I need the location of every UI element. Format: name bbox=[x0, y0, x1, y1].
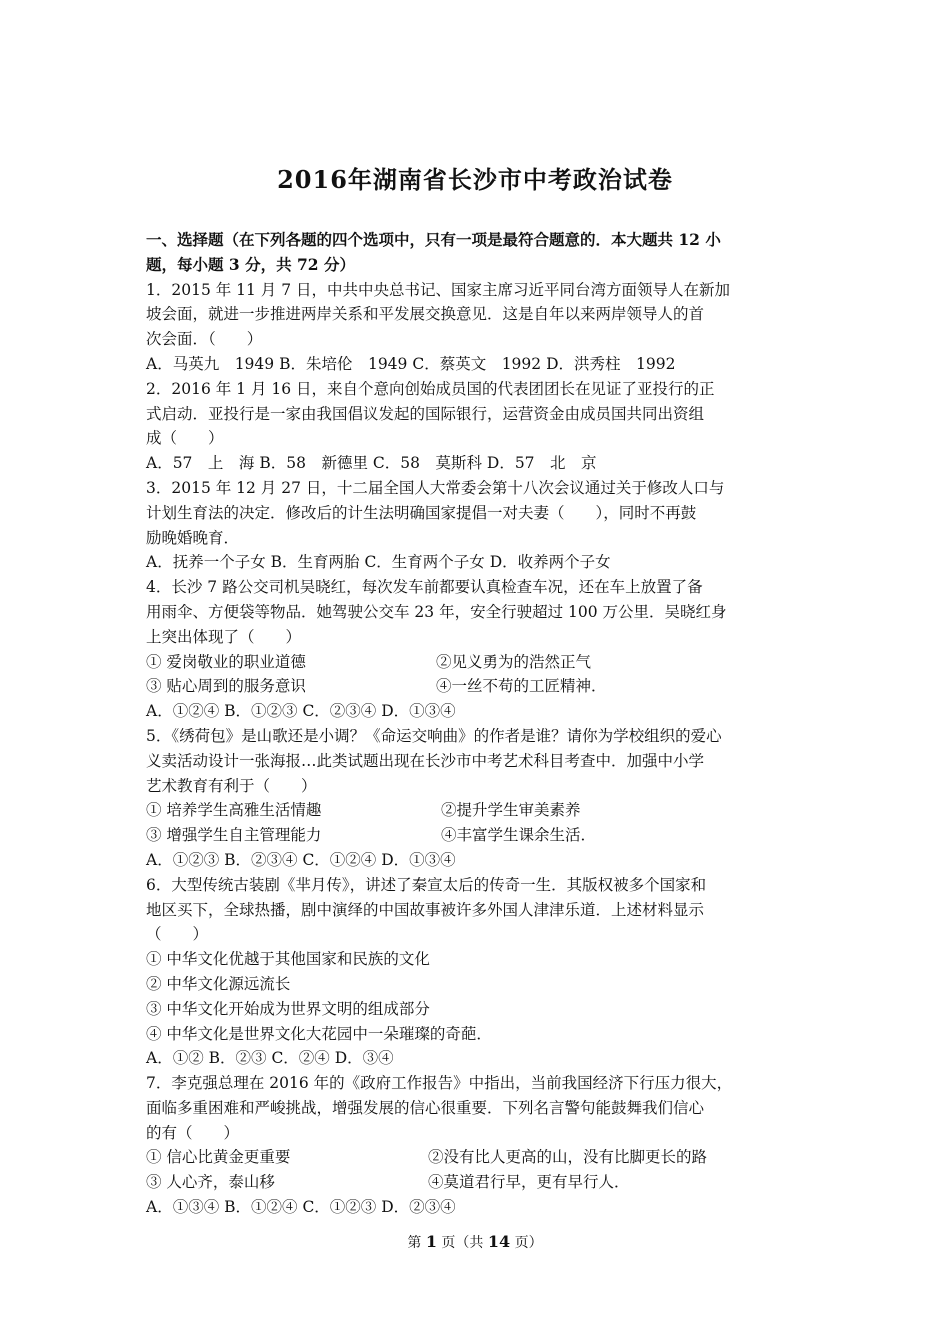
question-text-line: 艺术教育有利于（ ） bbox=[146, 776, 317, 795]
statement-row bbox=[146, 1170, 818, 1195]
page-footer bbox=[0, 1232, 950, 1252]
statement-row bbox=[146, 823, 818, 848]
statement-item: ① 培养学生高雅生活情趣 bbox=[146, 801, 322, 820]
statement-item: ③ 贴心周到的服务意识 bbox=[146, 677, 306, 696]
statement-row bbox=[146, 674, 818, 699]
answer-options: A．抚养一个子女 B．生育两胎 C．生育两个子女 D．收养两个子女 bbox=[146, 553, 611, 572]
statement-item: ① 爱岗敬业的职业道德 bbox=[146, 652, 306, 671]
exam-content bbox=[146, 228, 818, 1220]
question-text-line: （ ） bbox=[146, 925, 209, 944]
question-text-line: 6．大型传统古装剧《芈月传》，讲述了秦宣太后的传奇一生．其版权被多个国家和 bbox=[146, 875, 707, 894]
question-2 bbox=[146, 377, 818, 476]
statement-item: ②提升学生审美素养 bbox=[441, 801, 581, 820]
question-text-line: 3．2015 年 12 月 27 日，十二届全国人大常委会第十八次会议通过关于修改人口与 bbox=[146, 478, 725, 497]
statement-item: ④丰富学生课余生活． bbox=[441, 826, 597, 845]
question-text-line: 次会面．（ ） bbox=[146, 330, 263, 349]
statement-item: ④莫道君行早，更有早行人． bbox=[428, 1173, 630, 1192]
answer-options: A．①③④ B．①②④ C．①②③ D．②③④ bbox=[146, 1198, 456, 1217]
question-text-line: 计划生育法的决定．修改后的计生法明确国家提倡一对夫妻（ ），同时不再鼓 bbox=[146, 503, 697, 522]
answer-options: A．①②③ B．②③④ C．①②④ D．①③④ bbox=[146, 850, 456, 869]
question-text-line: 用雨伞、方便袋等物品．她驾驶公交车 23 年，安全行驶超过 100 万公里．吴晓红身 bbox=[146, 602, 727, 621]
statement-row bbox=[146, 1145, 818, 1170]
statement-item: ① 信心比黄金更重要 bbox=[146, 1148, 291, 1167]
statement-item: ② 中华文化源远流长 bbox=[146, 974, 291, 993]
statement-item: ④ 中华文化是世界文化大花园中一朵璀璨的奇葩． bbox=[146, 1024, 492, 1043]
footer-prefix: 第 bbox=[407, 1235, 426, 1251]
page-total: 14 bbox=[487, 1232, 511, 1251]
statement-item: ③ 人心齐，泰山移 bbox=[146, 1173, 275, 1192]
statement-item: ②没有比人更高的山，没有比脚更长的路 bbox=[428, 1148, 708, 1167]
question-5 bbox=[146, 724, 818, 873]
question-text-line: 励晚婚晚育． bbox=[146, 528, 240, 547]
answer-options: A．57 上 海 B．58 新德里 C．58 莫斯科 D．57 北 京 bbox=[146, 454, 597, 473]
statement-row bbox=[146, 798, 818, 823]
question-text-line: 的有（ ） bbox=[146, 1123, 240, 1142]
statement-item: ③ 增强学生自主管理能力 bbox=[146, 826, 322, 845]
question-3 bbox=[146, 476, 818, 575]
page-title: 2016年湖南省长沙市中考政治试卷 bbox=[277, 165, 673, 194]
question-4 bbox=[146, 575, 818, 724]
question-text-line: 式启动．亚投行是一家由我国倡议发起的国际银行，运营资金由成员国共同出资组 bbox=[146, 404, 705, 423]
section-heading-line1: 一、选择题（在下列各题的四个选项中，只有一项是最符合题意的．本大题共 12 小 bbox=[146, 230, 721, 249]
question-1 bbox=[146, 278, 818, 377]
question-text-line: 上突出体现了（ ） bbox=[146, 627, 302, 646]
footer-middle: 页（共 bbox=[436, 1235, 488, 1251]
question-text-line: 义卖活动设计一张海报…此类试题出现在长沙市中考艺术科目考查中．加强中小学 bbox=[146, 751, 705, 770]
question-6 bbox=[146, 873, 818, 1071]
question-text-line: 2．2016 年 1 月 16 日，来自个意向创始成员国的代表团团长在见证了亚投行的正 bbox=[146, 379, 715, 398]
question-text-line: 5．《绣荷包》是山歌还是小调？《命运交响曲》的作者是谁？请你为学校组织的爱心 bbox=[146, 726, 722, 745]
statement-item: ④一丝不苟的工匠精神． bbox=[436, 677, 607, 696]
question-text-line: 1．2015 年 11 月 7 日，中共中央总书记、国家主席习近平同台湾方面领导人在新加 bbox=[146, 280, 731, 299]
question-text-line: 地区买下，全球热播，剧中演绎的中国故事被许多外国人津津乐道．上述材料显示 bbox=[146, 900, 705, 919]
statement-item: ②见义勇为的浩然正气 bbox=[436, 652, 592, 671]
footer-suffix: 页） bbox=[510, 1235, 543, 1251]
answer-options: A．①②④ B．①②③ C．②③④ D．①③④ bbox=[146, 702, 456, 721]
question-text-line: 成（ ） bbox=[146, 429, 224, 448]
statement-row bbox=[146, 650, 818, 675]
answer-options: A．①② B．②③ C．②④ D．③④ bbox=[146, 1049, 394, 1068]
answer-options: A．马英九 1949 B．朱培伦 1949 C．蔡英文 1992 D．洪秀柱 1992 bbox=[146, 354, 676, 373]
question-7 bbox=[146, 1071, 818, 1220]
question-text-line: 坡会面，就进一步推进两岸关系和平发展交换意见．这是自年以来两岸领导人的首 bbox=[146, 305, 705, 324]
page-number: 1 bbox=[425, 1232, 437, 1251]
question-text-line: 面临多重困难和严峻挑战，增强发展的信心很重要．下列名言警句能鼓舞我们信心 bbox=[146, 1098, 705, 1117]
statement-item: ① 中华文化优越于其他国家和民族的文化 bbox=[146, 950, 430, 969]
question-text-line: 7．李克强总理在 2016 年的《政府工作报告》中指出，当前我国经济下行压力很大， bbox=[146, 1074, 733, 1093]
statement-item: ③ 中华文化开始成为世界文明的组成部分 bbox=[146, 999, 430, 1018]
question-text-line: 4．长沙 7 路公交司机吴晓红，每次发车前都要认真检查车况，还在车上放置了备 bbox=[146, 578, 703, 597]
section-heading-line2: 题，每小题 3 分，共 72 分） bbox=[146, 254, 355, 274]
